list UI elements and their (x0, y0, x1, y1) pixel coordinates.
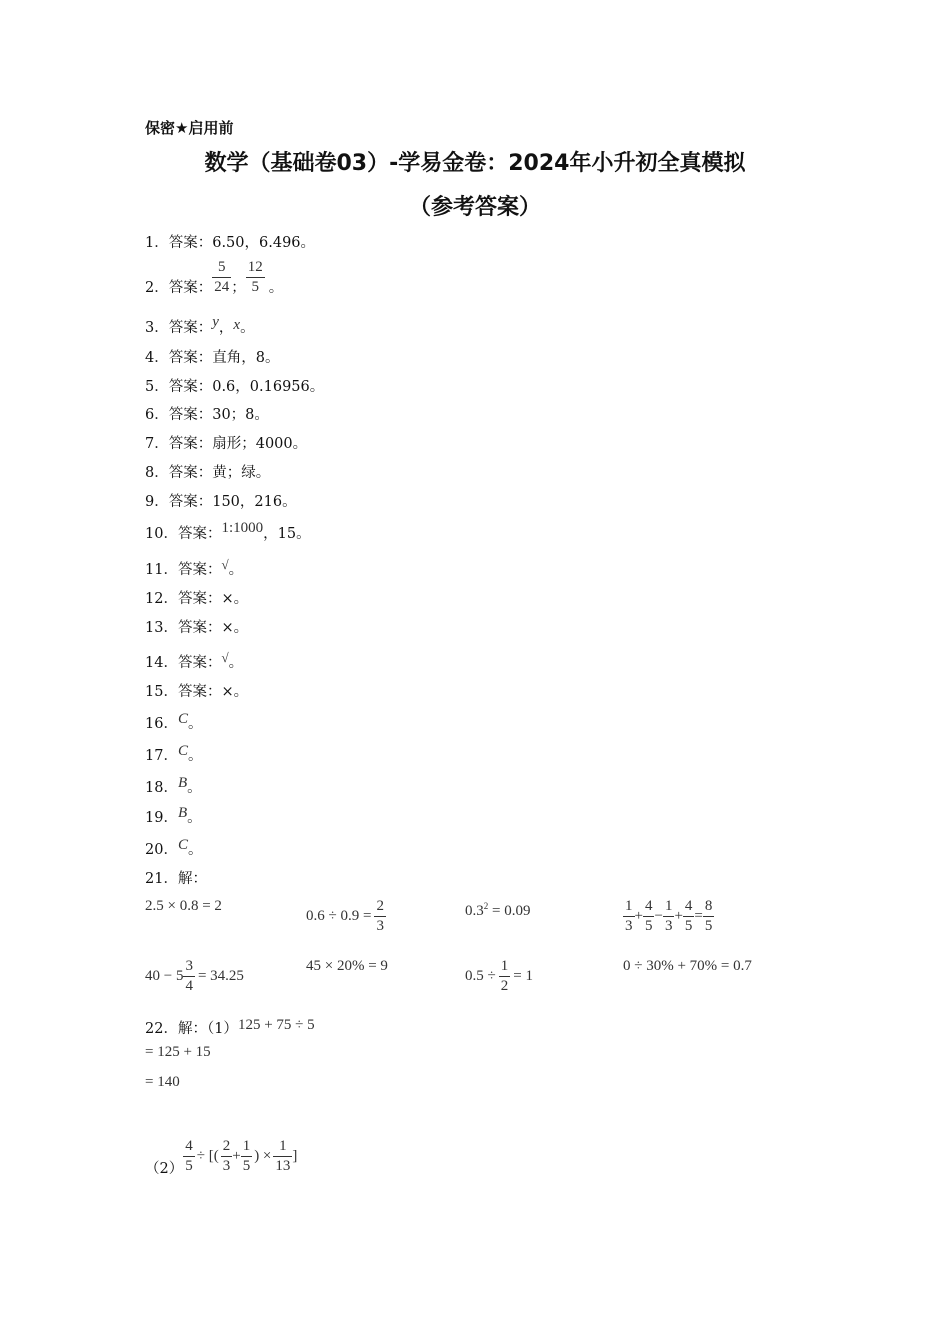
choice-letter: B (177, 805, 188, 821)
answer-label: 17． (145, 748, 178, 764)
exponent: 2 (483, 901, 489, 911)
part-2 (145, 1135, 297, 1178)
answer-20 (145, 838, 202, 859)
fraction: $\frac{4}{5}$ (684, 898, 693, 934)
bracket: ] (292, 1148, 298, 1164)
ratio-value: 1:1000 (221, 520, 264, 536)
calc-4 (623, 897, 714, 936)
fraction: $\frac{3}{4}$ (185, 958, 193, 994)
answer-4: 4．答案：直角，8。 (145, 350, 280, 366)
fraction: $\frac{1}{2}$ (500, 958, 509, 994)
operator: ÷ [( (196, 1148, 219, 1164)
answer-16 (145, 712, 202, 733)
operator: − (654, 908, 663, 924)
choice-letter: C (177, 711, 188, 727)
punctuation: 。 (187, 780, 202, 796)
fraction: $\frac{12}{5}$ (247, 259, 263, 295)
separator: ； (231, 280, 246, 296)
answer-label: 18． (145, 780, 178, 796)
punctuation: 。 (228, 655, 244, 671)
step-1: = 125 + 15 (145, 1044, 211, 1060)
answer-label: 19． (145, 810, 178, 826)
variable: x (233, 317, 241, 333)
answer-value: ，15。 (263, 526, 311, 542)
fraction: $\frac{1}{5}$ (242, 1138, 251, 1174)
punctuation: 。 (187, 716, 203, 732)
check-mark: √ (221, 557, 229, 572)
fraction: $\frac{1}{3}$ (664, 898, 673, 934)
operator: + (674, 908, 683, 924)
answer-8: 8．答案：黄；绿。 (145, 465, 271, 481)
expression: 40 − 5 (145, 968, 184, 984)
answer-1: 1．答案：6.50，6.496。 (145, 235, 316, 251)
choice-letter: C (177, 837, 188, 853)
operator: = (694, 908, 703, 924)
answer-11 (145, 558, 243, 579)
operator: + (232, 1148, 241, 1164)
operator: ) × (254, 1148, 272, 1164)
answer-10 (145, 522, 311, 543)
choice-letter: C (177, 743, 188, 759)
punctuation: 。 (187, 810, 202, 826)
calc-5 (145, 957, 244, 996)
fraction: $\frac{1}{3}$ (625, 898, 633, 934)
answer-18 (145, 776, 202, 797)
answer-3 (145, 316, 255, 337)
fraction: $\frac{4}{5}$ (185, 1138, 193, 1174)
expression: 125 + 75 ÷ 5 (237, 1017, 315, 1033)
fraction: $\frac{1}{13}$ (275, 1138, 291, 1174)
answer-17 (145, 744, 202, 765)
calc-1: 2.5 × 0.8 = 2 (145, 898, 222, 914)
fraction: $\frac{2}{3}$ (222, 1138, 231, 1174)
punctuation: 。 (268, 280, 284, 296)
calc-7 (465, 957, 533, 996)
punctuation: 。 (187, 748, 203, 764)
confidential-label: 保密★启用前 (145, 119, 234, 137)
answer-14 (145, 651, 243, 672)
punctuation: 。 (240, 320, 255, 336)
answer-7: 7．答案：扇形；4000。 (145, 436, 308, 452)
expression: 0.6 ÷ 0.9 = (306, 908, 372, 924)
punctuation: 。 (228, 562, 244, 578)
variable: y (212, 314, 219, 330)
answer-label: 14．答案： (145, 655, 222, 671)
step-2: = 140 (145, 1074, 180, 1090)
expression: 0.5 ÷ (465, 968, 496, 984)
expression: = 1 (513, 968, 533, 984)
fraction: $\frac{5}{24}$ (214, 259, 230, 295)
answer-21: 21．解： (145, 871, 207, 887)
answer-6: 6．答案：30；8。 (145, 407, 269, 423)
answer-label: 11．答案： (145, 562, 222, 578)
answer-15: 15．答案：×。 (145, 684, 249, 700)
operator: + (634, 908, 643, 924)
answer-22 (145, 1017, 315, 1038)
punctuation: 。 (187, 842, 203, 858)
answer-2 (145, 258, 283, 297)
part-label: （2） (145, 1161, 184, 1177)
answer-12: 12．答案：×。 (145, 591, 249, 607)
expression: 0.3 (465, 903, 484, 919)
answer-9: 9．答案：150，216。 (145, 494, 297, 510)
fraction: $\frac{2}{3}$ (376, 898, 384, 934)
expression: = 34.25 (197, 968, 244, 984)
answer-label: 2．答案： (145, 280, 213, 296)
answer-label: 3．答案： (145, 320, 213, 336)
answer-5: 5．答案：0.6，0.16956。 (145, 379, 325, 395)
separator: ， (218, 320, 234, 336)
calc-2 (306, 897, 386, 936)
answer-label: 10．答案： (145, 526, 222, 542)
calc-8: 0 ÷ 30% + 70% = 0.7 (623, 958, 752, 974)
expression: = 0.09 (488, 903, 531, 919)
answer-label: 22．解：（1） (145, 1021, 238, 1037)
page-subtitle: （参考答案） (408, 195, 541, 220)
fraction: $\frac{4}{5}$ (644, 898, 653, 934)
answer-13: 13．答案：×。 (145, 620, 249, 636)
expression (183, 1137, 297, 1176)
check-mark: √ (221, 650, 229, 665)
answer-label: 16． (145, 716, 178, 732)
answer-label: 20． (145, 842, 178, 858)
answer-19 (145, 806, 202, 827)
fraction: $\frac{8}{5}$ (704, 898, 713, 934)
calc-3 (465, 901, 530, 920)
choice-letter: B (177, 775, 188, 791)
page-title: 数学（基础卷03）-学易金卷：2024年小升初全真模拟 (204, 151, 746, 176)
calc-6: 45 × 20% = 9 (306, 958, 388, 974)
